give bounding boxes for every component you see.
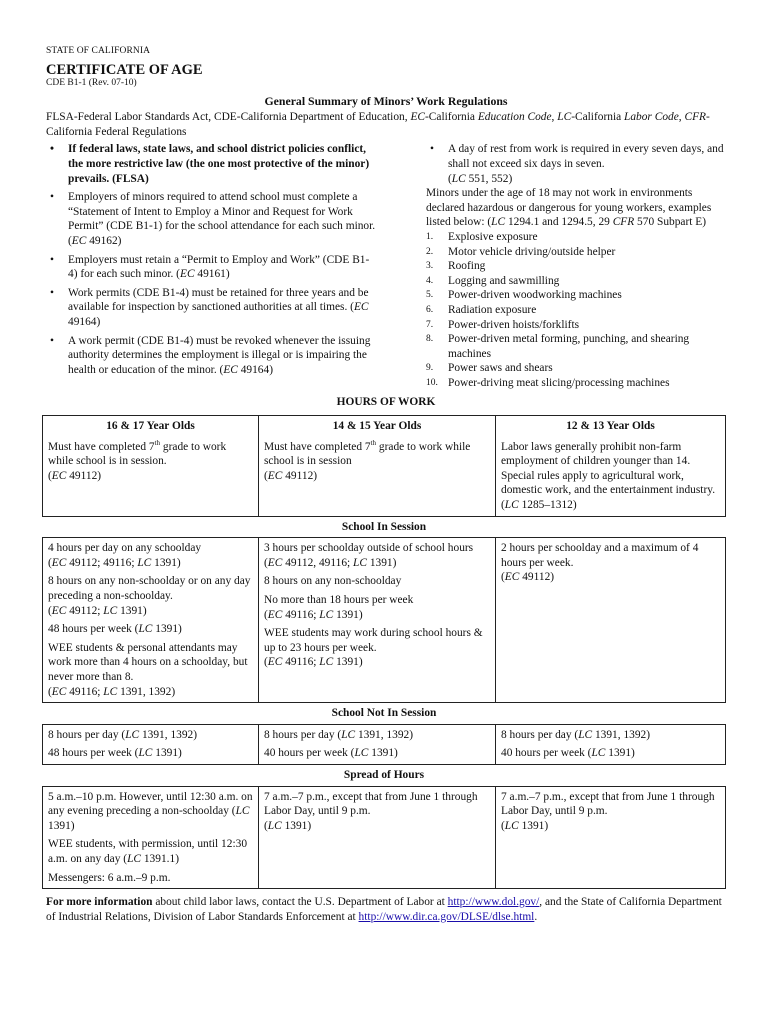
age-req-cell bbox=[496, 437, 726, 516]
abbr-cde: CDE bbox=[213, 111, 237, 124]
not-in-session-16-17 bbox=[43, 724, 259, 764]
bullet-text: 49164) bbox=[68, 315, 101, 328]
cell-text: Must have completed 7 bbox=[48, 440, 155, 453]
regulation-bullets bbox=[46, 142, 376, 377]
cell-text: 4 hours per day on any schoolday bbox=[48, 542, 202, 555]
cell-text: grade to work while school is in session bbox=[264, 440, 471, 468]
cell-paragraph bbox=[264, 746, 490, 761]
in-session-16-17 bbox=[43, 538, 259, 703]
cell-text: No more than 18 hours per week bbox=[264, 594, 414, 606]
cell-text: 1391) bbox=[117, 604, 147, 617]
code-ref: LC bbox=[504, 819, 519, 832]
code-ref: EC bbox=[267, 608, 283, 621]
hazard-number: 10. bbox=[426, 377, 438, 388]
footer-text: about child labor laws, contact the U.S. Department of Labor at bbox=[152, 896, 448, 909]
header-16-17: 16 & 17 Year Olds bbox=[43, 416, 259, 437]
cell-text: grade to work while school is in session. bbox=[48, 440, 227, 468]
code-ref: EC bbox=[223, 363, 238, 376]
hazard-text: Power-driven woodworking machines bbox=[448, 289, 622, 302]
school-not-in-session-title: School Not In Session bbox=[331, 707, 437, 720]
document-title: CERTIFICATE OF AGE bbox=[46, 61, 203, 78]
bullet-text: A day of rest from work is required in every seven days, and shall not exceed six days in seven. bbox=[448, 143, 724, 170]
cell-text: 49112, 49116; bbox=[282, 556, 354, 569]
hazard-number: 6. bbox=[426, 304, 434, 315]
abbr-cfr: CFR bbox=[684, 111, 706, 124]
code-ref: EC bbox=[51, 685, 67, 698]
abbr-cde-text: -California Department of Education, bbox=[236, 111, 411, 124]
cell-text: Labor laws generally prohibit non-farm employment of children younger than 14. Special rules apply to agricultural work, domestic work, and the entertainment industry. ( bbox=[501, 440, 716, 512]
abbr-ec-text: -California bbox=[425, 111, 478, 124]
not-in-session-12-13 bbox=[496, 724, 726, 764]
cell-text: Must have completed 7 bbox=[264, 440, 371, 453]
cell-text: 1285–1312) bbox=[518, 499, 577, 512]
code-ref: EC bbox=[504, 571, 520, 584]
intro-text: Minors under the age of 18 may not work in environments declared hazardous or dangerous for young workers, examples listed below: ( bbox=[426, 187, 712, 229]
cell-text: 1391) bbox=[333, 656, 363, 669]
cell-text: 49112) bbox=[66, 469, 102, 482]
bullet-text: 49161) bbox=[194, 268, 230, 281]
cell-paragraph bbox=[48, 622, 253, 637]
cell-paragraph: No more than 18 hours per week (EC 49116; LC 1391) bbox=[264, 594, 414, 621]
rest-bullet bbox=[426, 142, 726, 186]
table-row bbox=[43, 437, 726, 516]
abbr-cfr-text: -California Federal Regulations bbox=[46, 111, 710, 138]
code-ref: EC bbox=[267, 556, 283, 569]
code-ref: CFR bbox=[612, 216, 635, 229]
hazard-text: Power-driving meat slicing/processing machines bbox=[448, 376, 670, 389]
code-ref: LC bbox=[235, 805, 250, 818]
spread-16-17 bbox=[43, 786, 259, 889]
abbr-flsa: FLSA bbox=[46, 111, 74, 124]
spread-of-hours-title: Spread of Hours bbox=[343, 768, 425, 781]
code-ref: LC bbox=[267, 819, 282, 832]
code-ref: EC bbox=[179, 268, 195, 281]
code-ref: LC bbox=[138, 623, 153, 636]
hazard-text: Explosive exposure bbox=[448, 230, 538, 243]
form-number: CDE B1-1 (Rev. 07-10) bbox=[46, 77, 137, 88]
hazard-text: Power saws and shears bbox=[448, 362, 553, 375]
cell-text: 49116; bbox=[282, 656, 320, 669]
cell-text: 1391) bbox=[605, 747, 635, 760]
spread-12-13: 7 a.m.–7 p.m., except that from June 1 through Labor Day, until 9 p.m. (LC 1391) bbox=[496, 786, 726, 889]
section-row bbox=[43, 516, 726, 538]
code-ref: LC bbox=[578, 728, 593, 741]
hazard-text: Power-driven hoists/forklifts bbox=[448, 318, 580, 331]
cell-paragraph: 8 hours on any non-schoolday bbox=[264, 575, 402, 588]
section-row bbox=[43, 764, 726, 786]
code-ref: LC bbox=[103, 685, 118, 698]
section-row bbox=[43, 703, 726, 725]
cell-text: 1391, 1392) bbox=[139, 728, 198, 741]
hazard-number: 4. bbox=[426, 275, 434, 286]
hazard-item bbox=[426, 288, 726, 303]
superscript: th bbox=[370, 438, 377, 447]
footer-text: , and the State of California Department of Industrial Relations, Division of Labor Standards Enforcement at bbox=[46, 896, 722, 923]
bullet-text: 49164) bbox=[237, 363, 273, 376]
code-ref: LC bbox=[127, 852, 142, 865]
cell-text: 8 hours on any non-schoolday or on any day preceding a non-schoolday. bbox=[48, 575, 251, 602]
cell-text: 1391) bbox=[151, 556, 181, 569]
cell-text: 49112; 49116; bbox=[66, 556, 138, 569]
code-ref: EC bbox=[71, 234, 87, 247]
hazard-item bbox=[426, 274, 726, 289]
abbreviations-legend bbox=[46, 110, 726, 139]
hazard-text: Motor vehicle driving/outside helper bbox=[448, 245, 616, 258]
table-row bbox=[43, 786, 726, 889]
cell-text: 49112) bbox=[519, 571, 555, 584]
hazard-number: 2. bbox=[426, 246, 434, 257]
code-ref: EC bbox=[51, 604, 67, 617]
cell-paragraph bbox=[501, 728, 720, 743]
more-info-footer bbox=[46, 895, 726, 924]
hazard-number: 1. bbox=[426, 231, 434, 242]
cell-text: 1391) bbox=[518, 819, 549, 832]
cell-text: 40 hours per week ( bbox=[264, 747, 355, 760]
hazard-intro bbox=[426, 186, 726, 230]
cell-text: WEE students, with permission, until 12:30 a.m. on any day ( bbox=[48, 838, 248, 865]
code-ref: LC bbox=[591, 747, 606, 760]
cell-paragraph: 8 hours on any non-schoolday or on any day preceding a non-schoolday. (EC 49112; LC 1391) bbox=[48, 575, 251, 617]
abbr-ec-name: Education Code bbox=[477, 111, 552, 124]
cell-text: WEE students & personal attendants may work more than 4 hours on a schoolday, but never more than 8. bbox=[48, 641, 248, 683]
cell-paragraph bbox=[264, 728, 490, 743]
hazard-number: 9. bbox=[426, 363, 434, 374]
right-column bbox=[426, 142, 726, 390]
cell-text: 1391) bbox=[152, 623, 182, 636]
spread-14-15: 7 a.m.–7 p.m., except that from June 1 through Labor Day, until 9 p.m. (LC 1391) bbox=[259, 786, 496, 889]
hazard-list bbox=[426, 230, 726, 391]
code-ref: LC bbox=[138, 747, 153, 760]
bullet-text: If federal laws, state laws, and school district policies conflict, the more restrictive law (the one most protective of the minor) prevails. (FLSA) bbox=[68, 143, 370, 185]
abbr-lc-name: Labor Code bbox=[624, 111, 679, 124]
abbr-sep: , bbox=[551, 111, 558, 124]
bullet-text: Employers must retain a “Permit to Employ and Work” (CDE B1-4) for each such minor. ( bbox=[68, 253, 370, 281]
code-ref: LC bbox=[353, 556, 367, 569]
cell-text: 8 hours per day ( bbox=[48, 728, 126, 741]
hazard-text: Roofing bbox=[448, 260, 486, 273]
bullet-text: Employers of minors required to attend school must complete a “Statement of Intent to Employ a Minor and Request for Work Permit” (CDE B1-1) for the school attendance for each such minor. ( bbox=[68, 191, 376, 247]
abbr-sep: , bbox=[678, 111, 685, 124]
hazard-number: 7. bbox=[426, 319, 434, 330]
code-ref: EC bbox=[51, 469, 67, 482]
header-14-15: 14 & 15 Year Olds bbox=[259, 416, 496, 437]
summary-columns bbox=[46, 142, 726, 390]
abbr-lc: LC bbox=[557, 111, 572, 124]
table-row bbox=[43, 538, 726, 703]
school-in-session-title: School In Session bbox=[341, 520, 427, 533]
cell-text: 49116; bbox=[282, 608, 320, 621]
code-ref: EC bbox=[267, 656, 283, 669]
abbr-ec: EC bbox=[410, 111, 425, 124]
superscript: th bbox=[154, 438, 161, 447]
table-row bbox=[43, 416, 726, 437]
intro-text: 570 Subpart E) bbox=[634, 216, 707, 229]
dol-link[interactable]: http://www.dol.gov/ bbox=[447, 896, 540, 909]
state-label: STATE OF CALIFORNIA bbox=[46, 46, 151, 56]
code-ref: LC bbox=[103, 604, 118, 617]
bullet-text: Work permits (CDE B1-4) must be retained for three years and be available for inspection by sanctioned authorities at all times. ( bbox=[68, 286, 369, 314]
dlse-link[interactable]: http://www.dir.ca.gov/DLSE/dlse.html bbox=[358, 910, 535, 923]
hazard-item bbox=[426, 259, 726, 274]
cell-paragraph bbox=[48, 728, 253, 743]
code-ref: LC bbox=[137, 556, 152, 569]
bullet-item bbox=[46, 142, 376, 186]
cell-text: 1391, 1392) bbox=[355, 728, 414, 741]
cite: ( bbox=[448, 172, 452, 185]
hazard-item bbox=[426, 245, 726, 260]
hazard-text: Power-driven metal forming, punching, and shearing machines bbox=[448, 333, 690, 360]
cell-text: 48 hours per week ( bbox=[48, 747, 139, 760]
table-row bbox=[43, 724, 726, 764]
code-ref: LC bbox=[319, 656, 334, 669]
bullet-item bbox=[426, 142, 726, 186]
cell-text: WEE students may work during school hours & up to 23 hours per week. bbox=[264, 627, 483, 654]
cell-text: 7 a.m.–7 p.m., except that from June 1 through Labor Day, until 9 p.m. bbox=[264, 790, 478, 818]
code-ref: LC bbox=[504, 499, 519, 512]
cell-text: 49112; bbox=[66, 604, 104, 617]
cell-text: 49116; bbox=[66, 685, 104, 698]
hours-of-work-title: HOURS OF WORK bbox=[336, 396, 436, 409]
left-column bbox=[46, 142, 376, 390]
code-ref: LC bbox=[451, 172, 466, 185]
footer-lead: For more information bbox=[46, 896, 153, 909]
age-req-cell: Must have completed 7th grade to work while school is in session (EC 49112) bbox=[259, 437, 496, 516]
cell-text: 3 hours per schoolday outside of school hours ( bbox=[264, 542, 474, 569]
cell-paragraph: 4 hours per day on any schoolday (EC 49112; 49116; LC 1391) bbox=[48, 542, 202, 569]
code-ref: LC bbox=[125, 728, 140, 741]
hazard-number: 8. bbox=[426, 334, 434, 345]
hazard-text: Radiation exposure bbox=[448, 303, 537, 316]
cell-text: 40 hours per week ( bbox=[501, 747, 592, 760]
cell-text: 8 hours per day ( bbox=[264, 728, 342, 741]
hazard-item bbox=[426, 230, 726, 245]
cell-paragraph bbox=[48, 837, 253, 866]
hazard-item bbox=[426, 332, 726, 361]
cell-text: 1391) bbox=[333, 608, 363, 621]
hazard-item bbox=[426, 376, 726, 391]
code-ref: EC bbox=[353, 301, 369, 314]
cell-text: 1391) bbox=[48, 819, 75, 832]
code-ref: LC bbox=[341, 728, 356, 741]
bullet-item bbox=[46, 253, 376, 282]
cell-paragraph: Messengers: 6 a.m.–9 p.m. bbox=[48, 871, 171, 884]
intro-text: 1294.1 and 1294.5, 29 bbox=[505, 216, 613, 229]
cell-text: 49112) bbox=[282, 469, 318, 482]
cell-text: 1391) bbox=[368, 747, 398, 760]
abbr-lc-text: -California bbox=[571, 111, 625, 124]
cell-text: 7 a.m.–7 p.m., except that from June 1 through Labor Day, until 9 p.m. bbox=[501, 790, 715, 818]
cell-paragraph: WEE students & personal attendants may work more than 4 hours on a schoolday, but never more than 8. (EC 49116; LC 1391, 1392) bbox=[48, 641, 248, 698]
hazard-item bbox=[426, 361, 726, 376]
not-in-session-14-15 bbox=[259, 724, 496, 764]
code-ref: LC bbox=[491, 216, 506, 229]
cell-text: 8 hours per day ( bbox=[501, 728, 579, 741]
code-ref: EC bbox=[51, 556, 67, 569]
hazard-item bbox=[426, 318, 726, 333]
hours-table bbox=[42, 415, 726, 889]
code-ref: LC bbox=[354, 747, 369, 760]
cell-text: 5 a.m.–10 p.m. However, until 12:30 a.m. on any evening preceding a non-schoolday ( bbox=[48, 790, 253, 818]
bullet-item bbox=[46, 286, 376, 330]
cell-paragraph: WEE students may work during school hours & up to 23 hours per week. (EC 49116; LC 1391) bbox=[264, 627, 483, 669]
code-ref: EC bbox=[267, 469, 283, 482]
hazard-number: 3. bbox=[426, 261, 434, 272]
hazard-text: Logging and sawmilling bbox=[448, 274, 560, 287]
in-session-12-13: 2 hours per schoolday and a maximum of 4 hours per week. (EC 49112) bbox=[496, 538, 726, 703]
cell-paragraph bbox=[501, 746, 720, 761]
cell-paragraph bbox=[48, 790, 253, 834]
header-12-13: 12 & 13 Year Olds bbox=[496, 416, 726, 437]
cell-paragraph bbox=[264, 541, 490, 570]
certificate-page bbox=[46, 44, 726, 924]
bullet-item bbox=[46, 334, 376, 378]
in-session-14-15 bbox=[259, 538, 496, 703]
age-req-cell: Must have completed 7th grade to work while school is in session. (EC 49112) bbox=[43, 437, 259, 516]
cell-text: 1391) bbox=[366, 556, 397, 569]
cell-text: 1391, 1392) bbox=[592, 728, 651, 741]
summary-title: General Summary of Minors’ Work Regulations bbox=[264, 93, 508, 108]
cell-text: 1391) bbox=[152, 747, 182, 760]
cell-paragraph bbox=[48, 746, 253, 761]
hazard-item bbox=[426, 303, 726, 318]
cell-text: 48 hours per week ( bbox=[48, 623, 139, 636]
cell-text: 1391, 1392) bbox=[117, 685, 176, 698]
hazard-number: 5. bbox=[426, 290, 434, 301]
footer-text: . bbox=[534, 910, 538, 923]
cell-text: 1391.1) bbox=[141, 852, 179, 865]
bullet-text: A work permit (CDE B1-4) must be revoked whenever the issuing authority determines the employment is illegal or is impairing the health or education of the minor. ( bbox=[68, 334, 371, 376]
cell-text: 1391) bbox=[281, 819, 312, 832]
bullet-text: 49162) bbox=[86, 234, 122, 247]
code-ref: LC bbox=[319, 608, 334, 621]
bullet-item bbox=[46, 190, 376, 248]
cite: 551, 552) bbox=[465, 172, 513, 185]
cell-text: 2 hours per schoolday and a maximum of 4 hours per week. bbox=[501, 542, 699, 569]
abbr-flsa-text: -Federal Labor Standards Act, bbox=[73, 111, 214, 124]
